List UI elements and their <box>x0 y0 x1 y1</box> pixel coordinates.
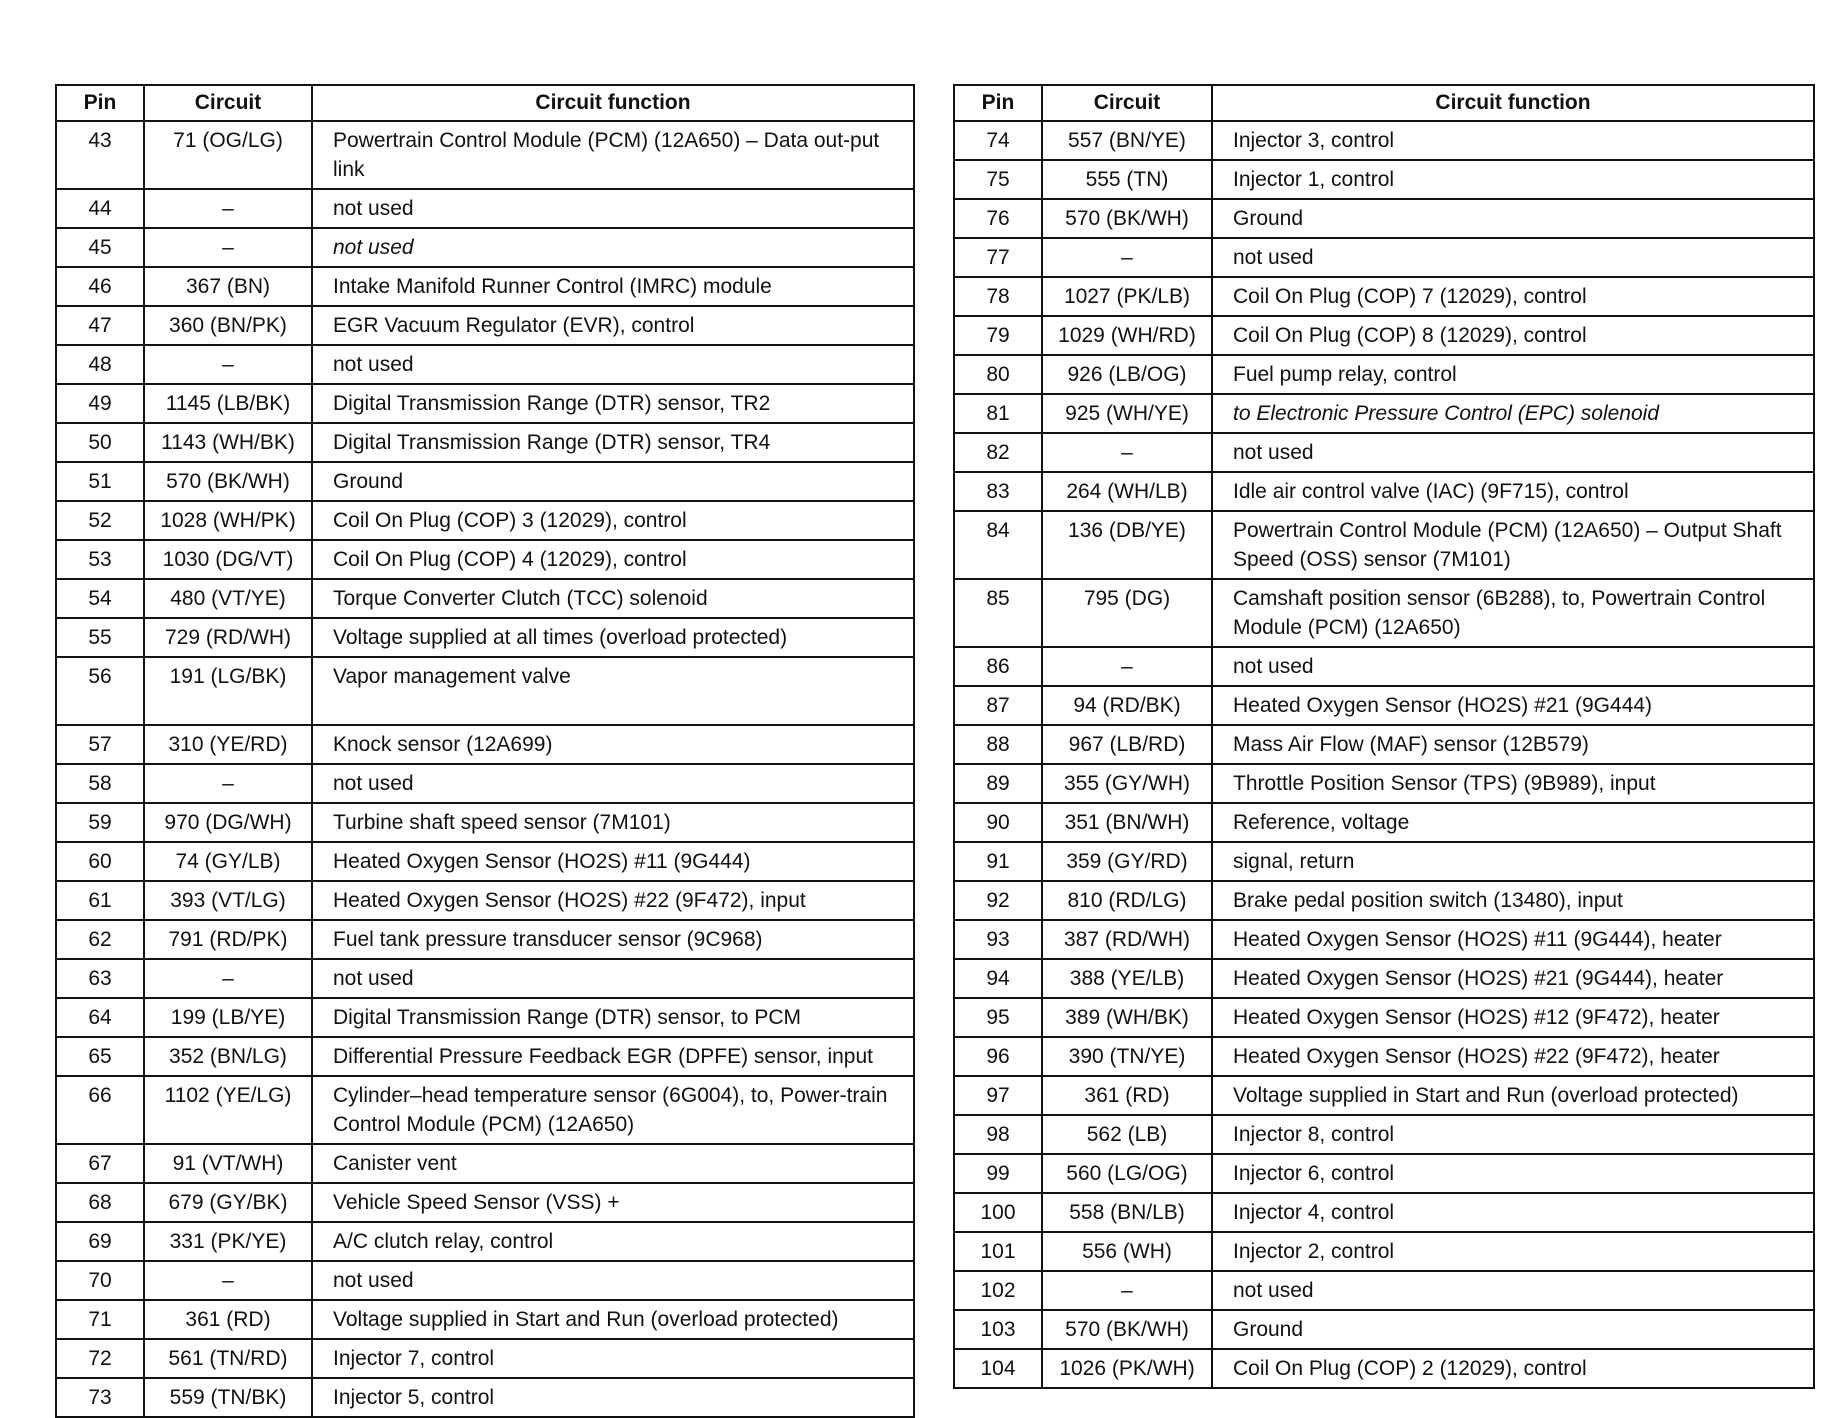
circuit-cell: 71 (OG/LG) <box>144 121 312 189</box>
header-pin: Pin <box>56 85 144 121</box>
circuit-cell: 555 (TN) <box>1042 160 1212 199</box>
pin-cell: 88 <box>954 725 1042 764</box>
pin-cell: 46 <box>56 267 144 306</box>
function-cell: Injector 4, control <box>1212 1193 1814 1232</box>
table-row <box>56 423 914 462</box>
header-row <box>954 85 1814 121</box>
table-row <box>56 501 914 540</box>
pin-cell: 101 <box>954 1232 1042 1271</box>
table-row <box>56 1339 914 1378</box>
pin-cell: 81 <box>954 394 1042 433</box>
table-row <box>954 1037 1814 1076</box>
pin-cell: 77 <box>954 238 1042 277</box>
function-cell: Digital Transmission Range (DTR) sensor, to PCM <box>312 998 914 1037</box>
pin-cell: 45 <box>56 228 144 267</box>
pin-cell: 84 <box>954 511 1042 579</box>
function-cell: Throttle Position Sensor (TPS) (9B989), input <box>1212 764 1814 803</box>
table-row <box>954 238 1814 277</box>
function-cell: Mass Air Flow (MAF) sensor (12B579) <box>1212 725 1814 764</box>
circuit-cell: 562 (LB) <box>1042 1115 1212 1154</box>
circuit-cell: 74 (GY/LB) <box>144 842 312 881</box>
pin-cell: 89 <box>954 764 1042 803</box>
circuit-cell: – <box>144 959 312 998</box>
pin-cell: 85 <box>954 579 1042 647</box>
table-row <box>56 1144 914 1183</box>
circuit-cell: – <box>1042 433 1212 472</box>
circuit-cell: 570 (BK/WH) <box>1042 1310 1212 1349</box>
pin-cell: 102 <box>954 1271 1042 1310</box>
table-row <box>56 618 914 657</box>
table-row <box>56 462 914 501</box>
circuit-cell: 1030 (DG/VT) <box>144 540 312 579</box>
circuit-cell: – <box>144 764 312 803</box>
table-row <box>56 579 914 618</box>
circuit-cell: 360 (BN/PK) <box>144 306 312 345</box>
circuit-cell: 199 (LB/YE) <box>144 998 312 1037</box>
table-row <box>954 959 1814 998</box>
function-cell: Vapor management valve <box>312 657 914 725</box>
table-row <box>954 355 1814 394</box>
table-row <box>954 1193 1814 1232</box>
function-cell: Digital Transmission Range (DTR) sensor, TR2 <box>312 384 914 423</box>
pin-cell: 87 <box>954 686 1042 725</box>
table-row <box>954 472 1814 511</box>
circuit-cell: 310 (YE/RD) <box>144 725 312 764</box>
function-cell: Vehicle Speed Sensor (VSS) + <box>312 1183 914 1222</box>
circuit-cell: 557 (BN/YE) <box>1042 121 1212 160</box>
circuit-cell: – <box>144 189 312 228</box>
function-cell: Injector 6, control <box>1212 1154 1814 1193</box>
function-cell: A/C clutch relay, control <box>312 1222 914 1261</box>
pin-cell: 66 <box>56 1076 144 1144</box>
circuit-cell: 264 (WH/LB) <box>1042 472 1212 511</box>
table-row <box>954 394 1814 433</box>
pin-table-left <box>55 84 915 1418</box>
table-row <box>954 881 1814 920</box>
table-row <box>954 1310 1814 1349</box>
pin-cell: 76 <box>954 199 1042 238</box>
function-cell: Torque Converter Clutch (TCC) solenoid <box>312 579 914 618</box>
pin-cell: 62 <box>56 920 144 959</box>
circuit-cell: 352 (BN/LG) <box>144 1037 312 1076</box>
circuit-cell: 1027 (PK/LB) <box>1042 277 1212 316</box>
circuit-cell: 191 (LG/BK) <box>144 657 312 725</box>
table-row <box>56 725 914 764</box>
circuit-cell: 136 (DB/YE) <box>1042 511 1212 579</box>
function-cell: Coil On Plug (COP) 4 (12029), control <box>312 540 914 579</box>
function-cell: Reference, voltage <box>1212 803 1814 842</box>
pin-cell: 80 <box>954 355 1042 394</box>
table-row <box>56 803 914 842</box>
pin-cell: 51 <box>56 462 144 501</box>
circuit-cell: 390 (TN/YE) <box>1042 1037 1212 1076</box>
pin-cell: 67 <box>56 1144 144 1183</box>
function-cell: Intake Manifold Runner Control (IMRC) module <box>312 267 914 306</box>
circuit-cell: 560 (LG/OG) <box>1042 1154 1212 1193</box>
pin-cell: 79 <box>954 316 1042 355</box>
pin-cell: 47 <box>56 306 144 345</box>
pin-cell: 96 <box>954 1037 1042 1076</box>
circuit-cell: – <box>1042 1271 1212 1310</box>
function-cell: Ground <box>1212 199 1814 238</box>
pin-cell: 72 <box>56 1339 144 1378</box>
header-function: Circuit function <box>1212 85 1814 121</box>
function-cell: not used <box>312 189 914 228</box>
function-cell: signal, return <box>1212 842 1814 881</box>
circuit-cell: – <box>1042 647 1212 686</box>
circuit-cell: 1102 (YE/LG) <box>144 1076 312 1144</box>
function-cell: Cylinder–head temperature sensor (6G004), to, Power-train Control Module (PCM) (12A650) <box>312 1076 914 1144</box>
pin-cell: 50 <box>56 423 144 462</box>
function-cell: Canister vent <box>312 1144 914 1183</box>
table-row <box>56 1037 914 1076</box>
table-row <box>56 881 914 920</box>
pin-cell: 44 <box>56 189 144 228</box>
table-row <box>56 345 914 384</box>
function-cell: Heated Oxygen Sensor (HO2S) #11 (9G444), heater <box>1212 920 1814 959</box>
pin-cell: 71 <box>56 1300 144 1339</box>
table-row <box>954 199 1814 238</box>
function-cell: Camshaft position sensor (6B288), to, Powertrain Control Module (PCM) (12A650) <box>1212 579 1814 647</box>
pin-cell: 94 <box>954 959 1042 998</box>
table-row <box>56 1300 914 1339</box>
pin-cell: 57 <box>56 725 144 764</box>
table-row <box>954 1076 1814 1115</box>
function-cell: EGR Vacuum Regulator (EVR), control <box>312 306 914 345</box>
table-row <box>56 384 914 423</box>
table-row <box>56 1261 914 1300</box>
pin-cell: 70 <box>56 1261 144 1300</box>
circuit-cell: 480 (VT/YE) <box>144 579 312 618</box>
circuit-cell: – <box>144 345 312 384</box>
pin-cell: 65 <box>56 1037 144 1076</box>
table-row <box>56 121 914 189</box>
function-cell: not used <box>312 228 914 267</box>
table-row <box>954 433 1814 472</box>
header-circuit: Circuit <box>144 85 312 121</box>
circuit-cell: 393 (VT/LG) <box>144 881 312 920</box>
function-cell: Fuel tank pressure transducer sensor (9C968) <box>312 920 914 959</box>
pin-cell: 56 <box>56 657 144 725</box>
pin-cell: 68 <box>56 1183 144 1222</box>
pin-cell: 61 <box>56 881 144 920</box>
table-row <box>56 267 914 306</box>
table-row <box>954 1271 1814 1310</box>
header-circuit: Circuit <box>1042 85 1212 121</box>
circuit-cell: – <box>144 228 312 267</box>
pin-cell: 54 <box>56 579 144 618</box>
table-row <box>954 1154 1814 1193</box>
pin-cell: 86 <box>954 647 1042 686</box>
table-row <box>954 316 1814 355</box>
table-row <box>954 725 1814 764</box>
circuit-cell: 1145 (LB/BK) <box>144 384 312 423</box>
function-cell: Ground <box>312 462 914 501</box>
circuit-cell: 925 (WH/YE) <box>1042 394 1212 433</box>
function-cell: Knock sensor (12A699) <box>312 725 914 764</box>
circuit-cell: 570 (BK/WH) <box>1042 199 1212 238</box>
circuit-cell: 361 (RD) <box>1042 1076 1212 1115</box>
table-row <box>56 189 914 228</box>
function-cell: Fuel pump relay, control <box>1212 355 1814 394</box>
header-row <box>56 85 914 121</box>
circuit-cell: 967 (LB/RD) <box>1042 725 1212 764</box>
circuit-cell: 729 (RD/WH) <box>144 618 312 657</box>
table-row <box>56 920 914 959</box>
function-cell: Injector 2, control <box>1212 1232 1814 1271</box>
circuit-cell: 351 (BN/WH) <box>1042 803 1212 842</box>
circuit-cell: 926 (LB/OG) <box>1042 355 1212 394</box>
function-cell: not used <box>1212 1271 1814 1310</box>
function-cell: Coil On Plug (COP) 7 (12029), control <box>1212 277 1814 316</box>
table-row <box>954 764 1814 803</box>
circuit-cell: 795 (DG) <box>1042 579 1212 647</box>
circuit-cell: 1143 (WH/BK) <box>144 423 312 462</box>
table-row <box>954 803 1814 842</box>
pin-cell: 64 <box>56 998 144 1037</box>
function-cell: Heated Oxygen Sensor (HO2S) #12 (9F472), heater <box>1212 998 1814 1037</box>
function-cell: Injector 1, control <box>1212 160 1814 199</box>
pin-cell: 74 <box>954 121 1042 160</box>
table-row <box>56 1222 914 1261</box>
table-row <box>56 657 914 725</box>
pin-cell: 91 <box>954 842 1042 881</box>
pin-table-right <box>953 84 1815 1389</box>
circuit-cell: – <box>144 1261 312 1300</box>
circuit-cell: 810 (RD/LG) <box>1042 881 1212 920</box>
function-cell: not used <box>1212 647 1814 686</box>
pin-cell: 63 <box>56 959 144 998</box>
pin-cell: 55 <box>56 618 144 657</box>
circuit-cell: 94 (RD/BK) <box>1042 686 1212 725</box>
table-row <box>56 998 914 1037</box>
function-cell: Differential Pressure Feedback EGR (DPFE) sensor, input <box>312 1037 914 1076</box>
pin-cell: 75 <box>954 160 1042 199</box>
table-row <box>954 579 1814 647</box>
circuit-cell: 91 (VT/WH) <box>144 1144 312 1183</box>
function-cell: not used <box>312 1261 914 1300</box>
table-row <box>56 228 914 267</box>
table-row <box>954 1349 1814 1388</box>
function-cell: Powertrain Control Module (PCM) (12A650) – Output Shaft Speed (OSS) sensor (7M101) <box>1212 511 1814 579</box>
function-cell: Injector 7, control <box>312 1339 914 1378</box>
pin-cell: 48 <box>56 345 144 384</box>
function-cell: Heated Oxygen Sensor (HO2S) #22 (9F472), input <box>312 881 914 920</box>
function-cell: not used <box>1212 238 1814 277</box>
function-cell: Injector 3, control <box>1212 121 1814 160</box>
circuit-cell: 1026 (PK/WH) <box>1042 1349 1212 1388</box>
function-cell: Heated Oxygen Sensor (HO2S) #21 (9G444), heater <box>1212 959 1814 998</box>
function-cell: Ground <box>1212 1310 1814 1349</box>
pin-cell: 83 <box>954 472 1042 511</box>
circuit-cell: 558 (BN/LB) <box>1042 1193 1212 1232</box>
pin-cell: 69 <box>56 1222 144 1261</box>
function-cell: Injector 8, control <box>1212 1115 1814 1154</box>
circuit-cell: 389 (WH/BK) <box>1042 998 1212 1037</box>
function-cell: Voltage supplied at all times (overload protected) <box>312 618 914 657</box>
function-cell: Idle air control valve (IAC) (9F715), control <box>1212 472 1814 511</box>
function-cell: not used <box>1212 433 1814 472</box>
table-row <box>56 842 914 881</box>
table-row <box>56 1076 914 1144</box>
function-cell: Voltage supplied in Start and Run (overload protected) <box>1212 1076 1814 1115</box>
table-row <box>954 842 1814 881</box>
pin-cell: 97 <box>954 1076 1042 1115</box>
circuit-cell: – <box>1042 238 1212 277</box>
circuit-cell: 359 (GY/RD) <box>1042 842 1212 881</box>
function-cell: Turbine shaft speed sensor (7M101) <box>312 803 914 842</box>
header-pin: Pin <box>954 85 1042 121</box>
table-row <box>954 511 1814 579</box>
function-cell: Coil On Plug (COP) 2 (12029), control <box>1212 1349 1814 1388</box>
function-cell: Heated Oxygen Sensor (HO2S) #22 (9F472), heater <box>1212 1037 1814 1076</box>
pin-cell: 93 <box>954 920 1042 959</box>
circuit-cell: 367 (BN) <box>144 267 312 306</box>
header-function: Circuit function <box>312 85 914 121</box>
circuit-cell: 791 (RD/PK) <box>144 920 312 959</box>
table-row <box>954 1232 1814 1271</box>
function-cell: not used <box>312 764 914 803</box>
table-row <box>56 764 914 803</box>
pin-cell: 59 <box>56 803 144 842</box>
table-row <box>56 1183 914 1222</box>
table-row <box>954 998 1814 1037</box>
circuit-cell: 388 (YE/LB) <box>1042 959 1212 998</box>
function-cell: Coil On Plug (COP) 8 (12029), control <box>1212 316 1814 355</box>
pin-cell: 103 <box>954 1310 1042 1349</box>
pin-cell: 53 <box>56 540 144 579</box>
table-row <box>954 686 1814 725</box>
circuit-cell: 387 (RD/WH) <box>1042 920 1212 959</box>
table-row <box>954 160 1814 199</box>
pin-cell: 78 <box>954 277 1042 316</box>
pin-cell: 43 <box>56 121 144 189</box>
table-row <box>56 306 914 345</box>
table-row <box>954 277 1814 316</box>
pin-cell: 60 <box>56 842 144 881</box>
circuit-cell: 1029 (WH/RD) <box>1042 316 1212 355</box>
pin-cell: 49 <box>56 384 144 423</box>
circuit-cell: 570 (BK/WH) <box>144 462 312 501</box>
circuit-cell: 331 (PK/YE) <box>144 1222 312 1261</box>
circuit-cell: 970 (DG/WH) <box>144 803 312 842</box>
table-row <box>56 1378 914 1417</box>
function-cell: not used <box>312 959 914 998</box>
table-row <box>56 540 914 579</box>
circuit-cell: 556 (WH) <box>1042 1232 1212 1271</box>
table-row <box>954 647 1814 686</box>
pin-cell: 100 <box>954 1193 1042 1232</box>
circuit-cell: 561 (TN/RD) <box>144 1339 312 1378</box>
pin-cell: 99 <box>954 1154 1042 1193</box>
function-cell: not used <box>312 345 914 384</box>
function-cell: Coil On Plug (COP) 3 (12029), control <box>312 501 914 540</box>
circuit-cell: 355 (GY/WH) <box>1042 764 1212 803</box>
pin-cell: 104 <box>954 1349 1042 1388</box>
function-cell: Powertrain Control Module (PCM) (12A650) – Data out-put link <box>312 121 914 189</box>
pin-cell: 95 <box>954 998 1042 1037</box>
function-cell: Heated Oxygen Sensor (HO2S) #21 (9G444) <box>1212 686 1814 725</box>
circuit-cell: 361 (RD) <box>144 1300 312 1339</box>
pin-cell: 58 <box>56 764 144 803</box>
function-cell: Heated Oxygen Sensor (HO2S) #11 (9G444) <box>312 842 914 881</box>
circuit-cell: 679 (GY/BK) <box>144 1183 312 1222</box>
table-row <box>954 121 1814 160</box>
function-cell: Digital Transmission Range (DTR) sensor, TR4 <box>312 423 914 462</box>
circuit-cell: 1028 (WH/PK) <box>144 501 312 540</box>
pin-cell: 90 <box>954 803 1042 842</box>
pin-cell: 82 <box>954 433 1042 472</box>
function-cell: Voltage supplied in Start and Run (overload protected) <box>312 1300 914 1339</box>
table-row <box>954 920 1814 959</box>
function-cell: Brake pedal position switch (13480), input <box>1212 881 1814 920</box>
table-row <box>954 1115 1814 1154</box>
pin-cell: 73 <box>56 1378 144 1417</box>
function-cell: to Electronic Pressure Control (EPC) solenoid <box>1212 394 1814 433</box>
circuit-cell: 559 (TN/BK) <box>144 1378 312 1417</box>
pin-cell: 98 <box>954 1115 1042 1154</box>
pin-cell: 92 <box>954 881 1042 920</box>
function-cell: Injector 5, control <box>312 1378 914 1417</box>
table-row <box>56 959 914 998</box>
pin-cell: 52 <box>56 501 144 540</box>
